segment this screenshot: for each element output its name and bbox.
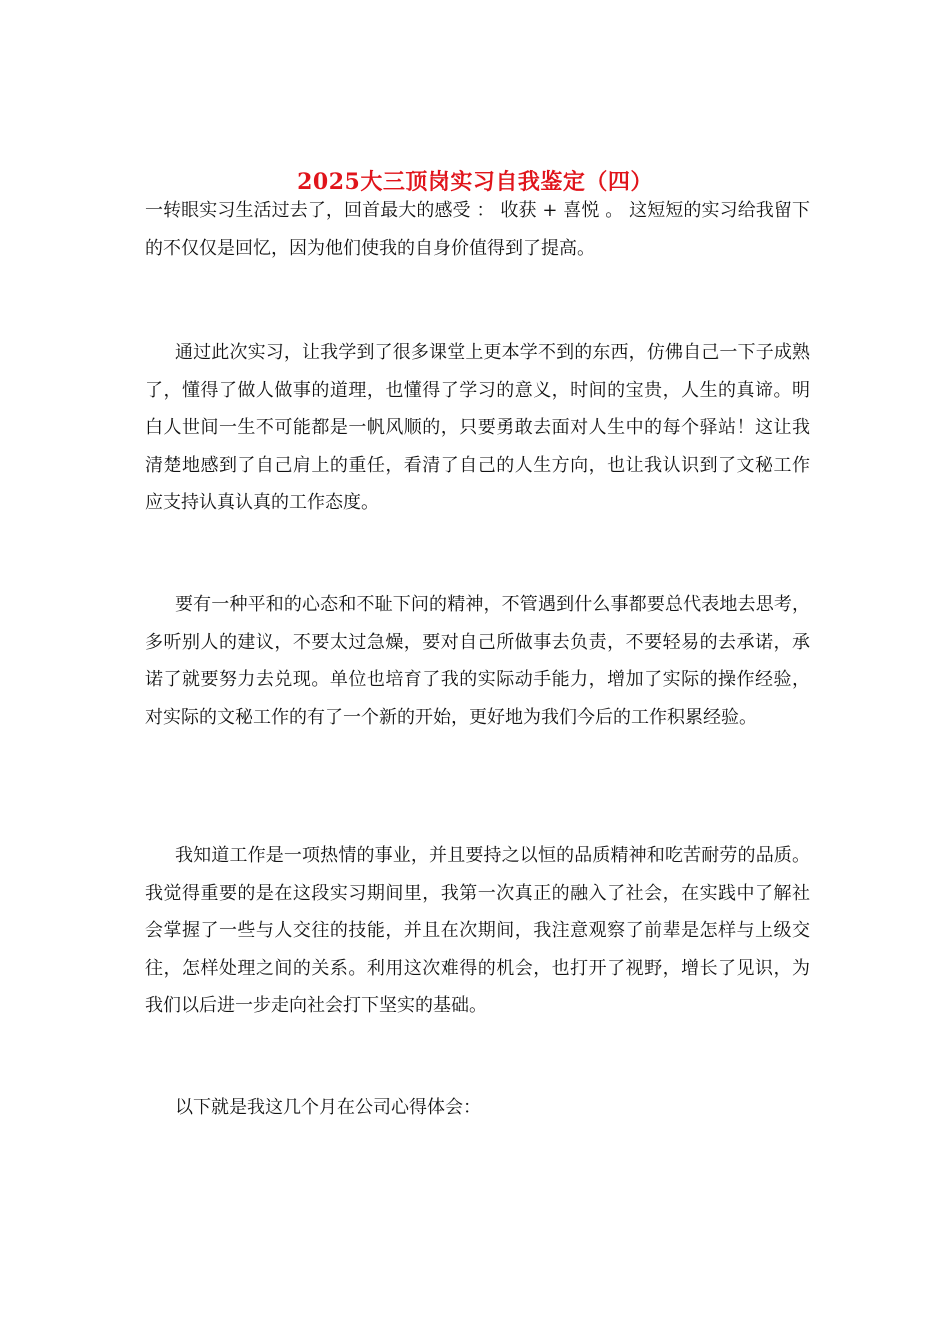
paragraph-4: 我知道工作是一项热情的事业，并且要持之以恒的品质精神和吃苦耐劳的品质。我觉得重要的是在这段实习期间里，我第一次真正的融入了社会，在实践中了解社会掌握了一些与人交往的技能，并且在次期间，我注意观察了前辈是怎样与上级交往，怎样处理之间的关系。利用这次难得的机会，也打开了视野，增长了见识，为我们以后进一步走向社会打下坚实的基础。 (145, 845, 810, 1016)
paragraph-3: 要有一种平和的心态和不耻下问的精神，不管遇到什么事都要总代表地去思考，多听别人的建议，不要太过急燥，要对自己所做事去负责，不要轻易的去承诺，承诺了就要努力去兑现。单位也培育了我的实际动手能力，增加了实际的操作经验，对实际的文秘工作的有了一个新的开始，更好地为我们今后的工作积累经验。 (145, 594, 810, 728)
paragraph-intro: 一转眼实习生活过去了，回首最大的感受 ： 收获 + 喜悦 。 这短短的实习给我留下的不仅仅是回忆，因为他们使我的自身价值得到了提高。 (145, 200, 810, 259)
paragraph-5: 以下就是我这几个月在公司心得体会： (175, 1097, 481, 1118)
document-title: 2025大三顶岗实习自我鉴定（四） (297, 168, 653, 195)
paragraph-2: 通过此次实习，让我学到了很多课堂上更本学不到的东西，仿佛自己一下子成熟了，懂得了做人做事的道理，也懂得了学习的意义，时间的宝贵，人生的真谛。明白人世间一生不可能都是一帆风顺的，只要勇敢去面对人生中的每个驿站！这让我清楚地感到了自己肩上的重任，看清了自己的人生方向，也让我认识到了文秘工作应支持认真认真的工作态度。 (145, 342, 810, 513)
